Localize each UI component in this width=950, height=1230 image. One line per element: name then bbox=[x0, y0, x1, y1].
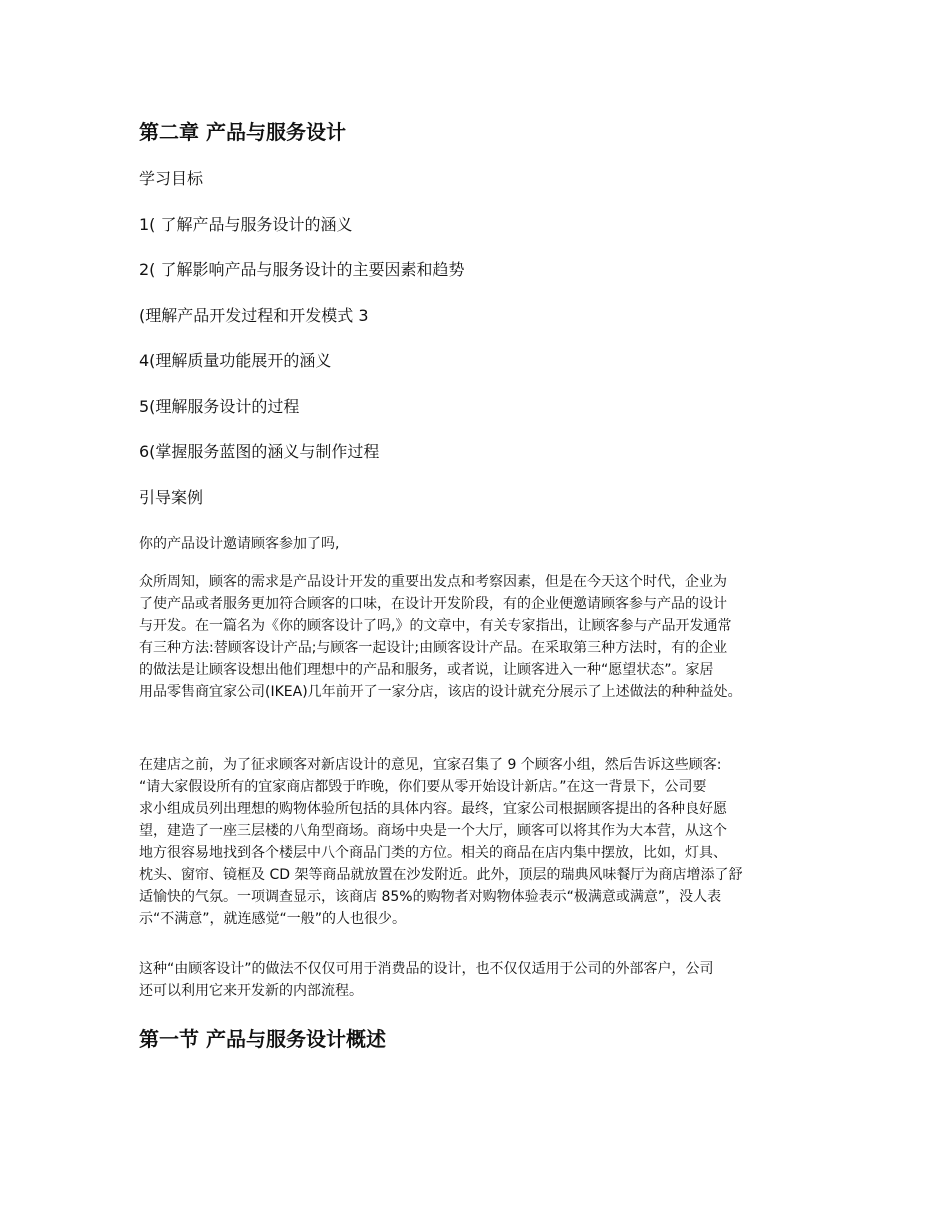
paragraph-line: 还可以利用它来开发新的内部流程。 bbox=[139, 983, 363, 999]
paragraph-line: 求小组成员列出理想的购物体验所包括的具体内容。最终，宜家公司根据顾客提出的各种良好愿 bbox=[139, 801, 727, 817]
paragraph-line: 与开发。在一篇名为《你的顾客设计了吗,》的文章中，有关专家指出，让顾客参与产品开发通常 bbox=[139, 618, 732, 634]
section-title: 第一节 产品与服务设计概述 bbox=[139, 1027, 386, 1051]
paragraph-line: 地方很容易地找到各个楼层中八个商品门类的方位。相关的商品在店内集中摆放，比如，灯具、 bbox=[139, 845, 727, 861]
paragraph-line: 望，建造了一座三层楼的八角型商场。商场中央是一个大厅，顾客可以将其作为大本营，从这个 bbox=[139, 823, 727, 839]
paragraph-line: 有三种方法:替顾客设计产品;与顾客一起设计;由顾客设计产品。在采取第三种方法时，有的企业 bbox=[139, 640, 728, 656]
paragraph-line: “请大家假设所有的宜家商店都毁于昨晚，你们要从零开始设计新店。”在这一背景下，公司要 bbox=[139, 779, 707, 795]
case-question: 你的产品设计邀请顾客参加了吗, bbox=[139, 536, 340, 552]
objective-item-5: 5(理解服务设计的过程 bbox=[139, 397, 300, 416]
paragraph-line: 了使产品或者服务更加符合顾客的口味，在设计开发阶段，有的企业便邀请顾客参与产品的设计 bbox=[139, 596, 727, 612]
case-paragraph-3 bbox=[139, 958, 829, 1002]
paragraph-line: 适愉快的气氛。一项调查显示，该商店 85%的购物者对购物体验表示“极满意或满意”，没人表 bbox=[139, 889, 722, 905]
paragraph-line: 用品零售商宜家公司(IKEA)几年前开了一家分店，该店的设计就充分展示了上述做法的种种益处。 bbox=[139, 684, 742, 700]
paragraph-line: 这种“由顾客设计”的做法不仅仅可用于消费品的设计，也不仅仅适用于公司的外部客户，公司 bbox=[139, 961, 714, 977]
paragraph-line: 示“不满意”，就连感觉“一般”的人也很少。 bbox=[139, 911, 407, 927]
chapter-title: 第二章 产品与服务设计 bbox=[139, 120, 346, 144]
objective-item-4: 4(理解质量功能展开的涵义 bbox=[139, 351, 332, 370]
case-paragraph-2 bbox=[139, 754, 829, 930]
objectives-heading: 学习目标 bbox=[139, 169, 204, 188]
case-paragraph-1 bbox=[139, 571, 829, 703]
paragraph-line: 的做法是让顾客设想出他们理想中的产品和服务，或者说，让顾客进入一种“愿望状态”。家居 bbox=[139, 662, 714, 678]
paragraph-line: 枕头、窗帘、镜框及 CD 架等商品就放置在沙发附近。此外，顶层的瑞典风味餐厅为商店增添了舒 bbox=[139, 867, 743, 883]
objective-item-6: 6(掌握服务蓝图的涵义与制作过程 bbox=[139, 442, 380, 461]
objective-item-1: 1( 了解产品与服务设计的涵义 bbox=[139, 215, 353, 234]
paragraph-line: 在建店之前，为了征求顾客对新店设计的意见，宜家召集了 9 个顾客小组，然后告诉这些顾客: bbox=[139, 757, 722, 773]
objective-item-2: 2( 了解影响产品与服务设计的主要因素和趋势 bbox=[139, 260, 465, 279]
objective-item-3: (理解产品开发过程和开发模式 3 bbox=[139, 306, 369, 325]
case-heading: 引导案例 bbox=[139, 488, 204, 507]
paragraph-line: 众所周知，顾客的需求是产品设计开发的重要出发点和考察因素，但是在今天这个时代，企业为 bbox=[139, 574, 727, 590]
